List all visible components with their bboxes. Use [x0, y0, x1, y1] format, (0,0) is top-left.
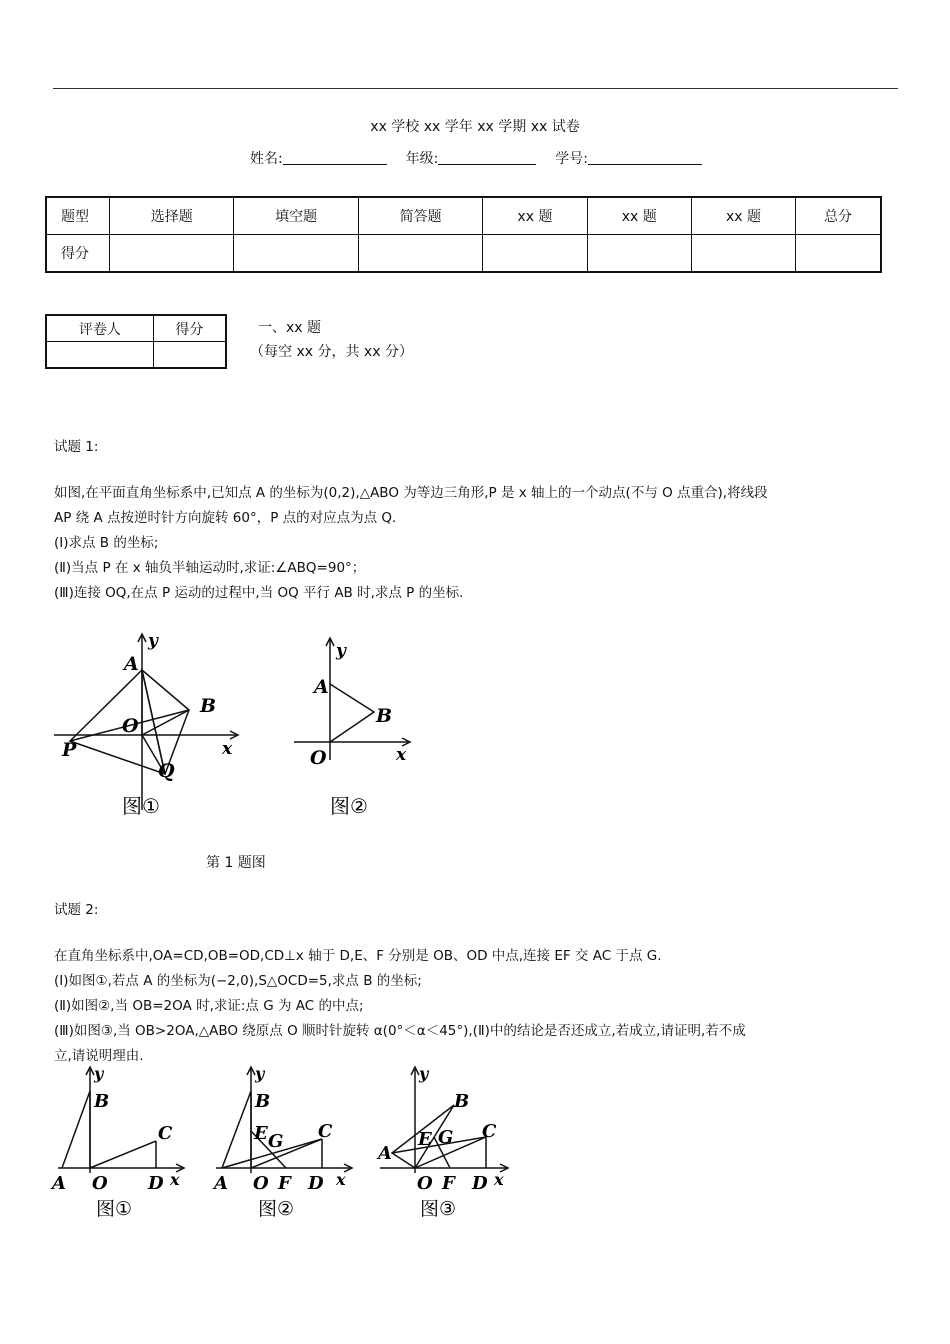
- label-y: y: [419, 1065, 429, 1083]
- score-header-xx2: xx 题: [587, 197, 691, 235]
- label-P: P: [62, 739, 77, 761]
- label-A: A: [52, 1173, 66, 1194]
- name-label: 姓名:: [250, 151, 283, 167]
- score-header-short: 简答题: [358, 197, 482, 235]
- exam-title: xx 学校 xx 学年 xx 学期 xx 试卷: [370, 119, 580, 135]
- q1-figure-2: [288, 636, 418, 820]
- score-table-header-row: [46, 197, 881, 235]
- label-O: O: [92, 1173, 108, 1194]
- score-cell: [796, 235, 881, 273]
- score-cell: [234, 235, 358, 273]
- label-D: D: [472, 1173, 488, 1194]
- id-field[interactable]: [588, 150, 702, 165]
- score-table: [45, 196, 882, 273]
- label-B: B: [94, 1091, 110, 1112]
- q2-line: (Ⅲ)如图③,当 OB>2OA,△ABO 绕原点 O 顺时针旋转 α(0°＜α＜45°),(Ⅱ)中的结论是否还成立,若成立,请证明,若不成: [54, 1023, 746, 1039]
- label-x: x: [336, 1170, 346, 1189]
- section-heading: [250, 316, 413, 364]
- score-header-xx1: xx 题: [483, 197, 587, 235]
- grader-score-header: 得分: [153, 315, 226, 342]
- score-cell: [691, 235, 795, 273]
- score-header-total: 总分: [796, 197, 881, 235]
- q1-line: (Ⅰ)求点 B 的坐标;: [54, 535, 159, 551]
- grade-field[interactable]: [438, 150, 536, 165]
- label-O: O: [310, 747, 327, 769]
- grader-header: 评卷人: [46, 315, 153, 342]
- score-cell: [110, 235, 234, 273]
- label-A: A: [378, 1143, 392, 1164]
- label-O: O: [122, 715, 139, 737]
- q2-fig3-caption: 图③: [420, 1198, 457, 1220]
- q2-figure-2: [212, 1065, 362, 1225]
- q2-fig1-caption: 图①: [96, 1198, 133, 1220]
- label-y: y: [94, 1065, 104, 1083]
- label-G: G: [268, 1131, 284, 1152]
- q2-label: 试题 2:: [54, 902, 99, 918]
- label-B: B: [376, 705, 393, 727]
- score-cell: [483, 235, 587, 273]
- q1-fig1-caption: 图①: [122, 794, 160, 818]
- section-title: 一、xx 题: [258, 320, 322, 336]
- q1-fig2-caption: 图②: [330, 794, 368, 818]
- q2-line: (Ⅱ)如图②,当 OB=2OA 时,求证:点 G 为 AC 的中点;: [54, 998, 364, 1014]
- label-y: y: [336, 641, 346, 661]
- q2-body: [54, 944, 904, 1069]
- q2-figure-3: [374, 1065, 524, 1225]
- score-cell: [587, 235, 691, 273]
- score-header-type: 题型: [46, 197, 110, 235]
- label-D: D: [308, 1173, 324, 1194]
- label-O: O: [253, 1173, 269, 1194]
- grader-table: [45, 314, 227, 369]
- score-header-choice: 选择题: [110, 197, 234, 235]
- label-D: D: [148, 1173, 164, 1194]
- label-y: y: [148, 631, 158, 651]
- q1-line: 如图,在平面直角坐标系中,已知点 A 的坐标为(0,2),△ABO 为等边三角形,P 是 x 轴上的一个动点(不与 O 点重合),将线段: [54, 485, 768, 501]
- q1-figure-1: [50, 630, 250, 820]
- grader-score-cell: [153, 342, 226, 369]
- label-C: C: [482, 1121, 497, 1142]
- label-B: B: [454, 1091, 470, 1112]
- q2-figure-1: [50, 1065, 190, 1225]
- label-x: x: [170, 1170, 180, 1189]
- label-B: B: [200, 695, 217, 717]
- label-C: C: [318, 1121, 333, 1142]
- label-F: F: [442, 1173, 455, 1194]
- q1-line: (Ⅲ)连接 OQ,在点 P 运动的过程中,当 OQ 平行 AB 时,求点 P 的坐标.: [54, 585, 464, 601]
- label-Q: Q: [158, 760, 175, 782]
- student-info: [250, 148, 702, 168]
- score-cell: [358, 235, 482, 273]
- q2-line: 在直角坐标系中,OA=CD,OB=OD,CD⊥x 轴于 D,E、F 分别是 OB、OD 中点,连接 EF 交 AC 于点 G.: [54, 948, 662, 964]
- label-A: A: [124, 653, 139, 675]
- score-row-label: 得分: [46, 235, 110, 273]
- label-x: x: [494, 1170, 504, 1189]
- label-E: E: [418, 1129, 432, 1150]
- label-A: A: [314, 676, 329, 698]
- label-O: O: [417, 1173, 433, 1194]
- grader-cell: [46, 342, 153, 369]
- top-rule: [53, 88, 898, 89]
- grade-label: 年级:: [405, 151, 439, 167]
- label-G: G: [438, 1127, 454, 1148]
- label-F: F: [278, 1173, 291, 1194]
- q1-line: AP 绕 A 点按逆时针方向旋转 60°，P 点的对应点为点 Q.: [54, 510, 397, 526]
- label-y: y: [255, 1065, 265, 1083]
- id-label: 学号:: [555, 151, 588, 167]
- label-E: E: [254, 1123, 268, 1144]
- score-table-score-row: [46, 235, 881, 273]
- q1-figure-caption: 第 1 题图: [206, 855, 266, 871]
- name-field[interactable]: [283, 150, 387, 165]
- score-header-xx3: xx 题: [691, 197, 795, 235]
- label-B: B: [255, 1091, 271, 1112]
- section-note: （每空 xx 分，共 xx 分）: [250, 344, 413, 360]
- label-A: A: [214, 1173, 228, 1194]
- label-x: x: [396, 745, 407, 765]
- q2-line: (Ⅰ)如图①,若点 A 的坐标为(−2,0),S△OCD=5,求点 B 的坐标;: [54, 973, 422, 989]
- label-C: C: [158, 1123, 173, 1144]
- q1-line: (Ⅱ)当点 P 在 x 轴负半轴运动时,求证:∠ABQ=90°；: [54, 560, 366, 576]
- label-x: x: [222, 739, 233, 759]
- q2-line: 立,请说明理由.: [54, 1048, 144, 1064]
- score-header-fill: 填空题: [234, 197, 358, 235]
- q2-fig2-caption: 图②: [258, 1198, 295, 1220]
- q1-body: [54, 481, 904, 606]
- q1-label: 试题 1:: [54, 439, 99, 455]
